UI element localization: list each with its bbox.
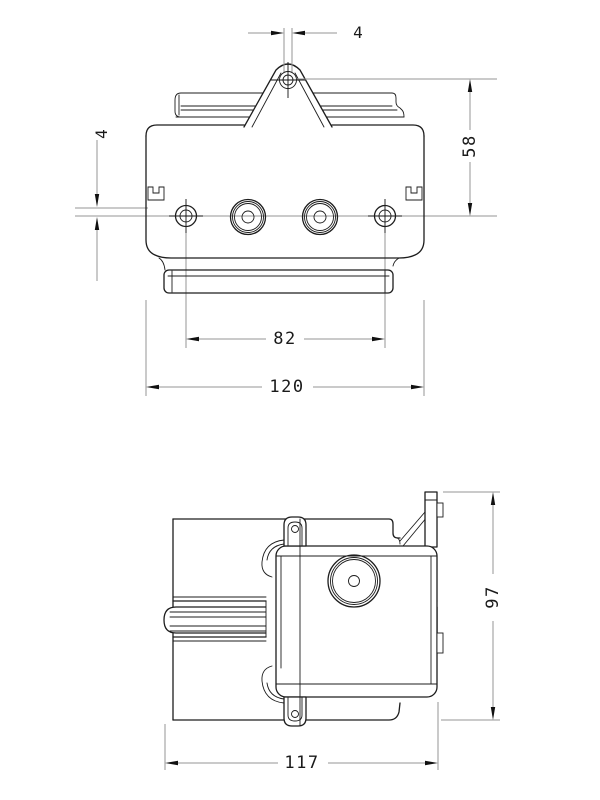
dim-text-120: 120 (269, 377, 305, 397)
dim-hole-spacing-82 (186, 329, 385, 349)
connector-left (231, 200, 266, 235)
mounting-hole-left (169, 199, 203, 233)
top-post-and-strut (397, 492, 443, 547)
dim-text-82: 82 (273, 329, 297, 349)
dim-text-97: 97 (483, 585, 503, 609)
front-view (75, 23, 497, 397)
mounting-hole-right (368, 199, 402, 233)
dim-height-97 (441, 492, 503, 720)
clip-notch-right (406, 187, 422, 200)
dim-width-120 (146, 377, 424, 397)
cover-side-tab (437, 633, 443, 653)
bottom-flange (159, 258, 399, 293)
dim-text-4-left: 4 (92, 129, 111, 139)
dim-height-58 (460, 79, 480, 216)
dim-text-4-top: 4 (353, 23, 363, 42)
dim-text-117: 117 (284, 753, 320, 773)
side-view (164, 492, 503, 773)
dim-text-58: 58 (460, 134, 480, 158)
connector-right (303, 200, 338, 235)
dim-hole-row-offset-4 (92, 129, 111, 281)
body-outline (146, 125, 424, 258)
dim-tab-offset-4 (248, 23, 363, 42)
post-side-tab (437, 503, 443, 517)
clip-notch-left (148, 187, 164, 200)
